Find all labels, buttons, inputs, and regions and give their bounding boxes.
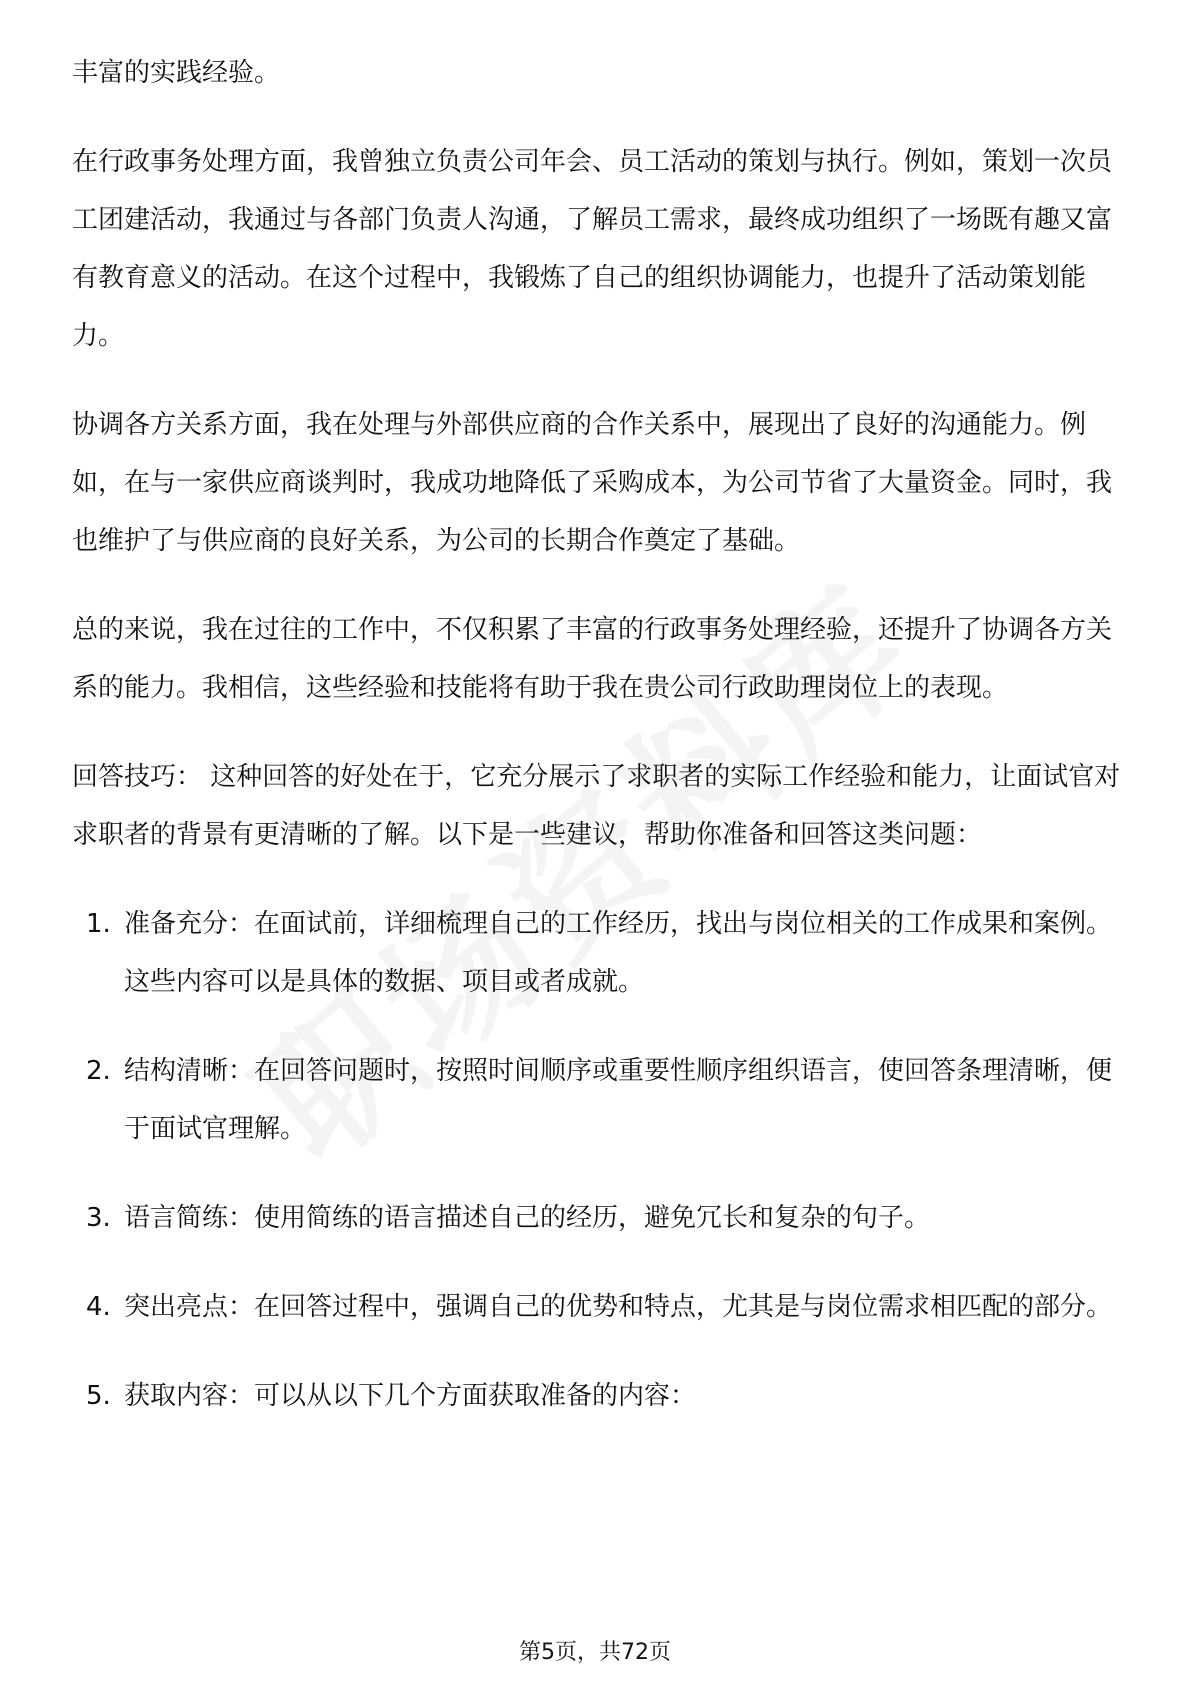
- list-item-number: 1.: [86, 909, 111, 939]
- paragraph-coordination: 协调各方关系方面，我在处理与外部供应商的合作关系中，展现出了良好的沟通能力。例如，在与一家供应商谈判时，我成功地降低了采购成本，为公司节省了大量资金。同时，我也维护了与供应商的良好关系，为公司的长期合作奠定了基础。: [72, 410, 1113, 556]
- document-body: [72, 44, 1122, 1456]
- list-item-text: 获取内容：可以从以下几个方面获取准备的内容：: [124, 1381, 697, 1411]
- paragraph-summary: 总的来说，我在过往的工作中，不仅积累了丰富的行政事务处理经验，还提升了协调各方关系的能力。我相信，这些经验和技能将有助于我在贵公司行政助理岗位上的表现。: [72, 615, 1113, 703]
- list-item-text: 突出亮点：在回答过程中，强调自己的优势和特点，尤其是与岗位需求相匹配的部分。: [124, 1292, 1113, 1322]
- list-item-number: 2.: [86, 1056, 111, 1086]
- paragraph-admin-experience: 在行政事务处理方面，我曾独立负责公司年会、员工活动的策划与执行。例如，策划一次员工团建活动，我通过与各部门负责人沟通，了解员工需求，最终成功组织了一场既有趣又富有教育意义的活动。在这个过程中，我锻炼了自己的组织协调能力，也提升了活动策划能力。: [72, 147, 1113, 351]
- list-item-text: 准备充分：在面试前，详细梳理自己的工作经历，找出与岗位相关的工作成果和案例。这些内容可以是具体的数据、项目或者成就。: [124, 909, 1113, 997]
- list-item: [72, 1042, 1122, 1158]
- paragraph-continuation: 丰富的实践经验。: [72, 58, 281, 88]
- list-item: [72, 895, 1122, 1011]
- list-item-number: 4.: [86, 1292, 111, 1322]
- list-item-number: 5.: [86, 1381, 111, 1411]
- list-item: [72, 1189, 1122, 1247]
- list-item: [72, 1367, 1122, 1425]
- list-item: [72, 1278, 1122, 1336]
- tips-list: [72, 895, 1122, 1425]
- list-item-number: 3.: [86, 1203, 111, 1233]
- list-item-text: 结构清晰：在回答问题时，按照时间顺序或重要性顺序组织语言，使回答条理清晰，便于面试官理解。: [124, 1056, 1113, 1144]
- paragraph-answer-tips: 回答技巧： 这种回答的好处在于，它充分展示了求职者的实际工作经验和能力，让面试官对求职者的背景有更清晰的了解。以下是一些建议，帮助你准备和回答这类问题：: [72, 762, 1121, 850]
- page-number: 第5页，共72页: [519, 1640, 671, 1665]
- list-item-text: 语言简练：使用简练的语言描述自己的经历，避免冗长和复杂的句子。: [124, 1203, 931, 1233]
